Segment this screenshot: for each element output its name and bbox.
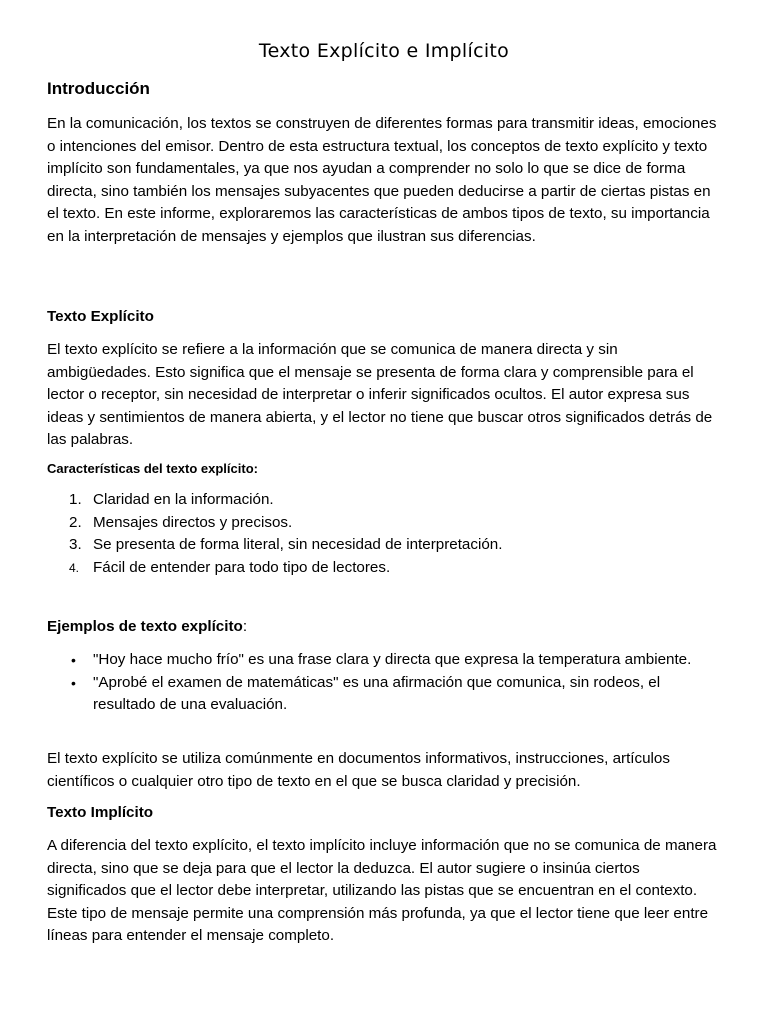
list-item-text: Claridad en la información.	[93, 491, 274, 508]
bullet-icon: •	[71, 674, 76, 691]
list-item	[47, 649, 723, 672]
list-item	[47, 534, 723, 557]
intro-heading: Introducción	[47, 79, 150, 98]
list-item-text: Mensajes directos y precisos.	[93, 513, 293, 531]
explicit-paragraph: El texto explícito se refiere a la información que se comunica de manera directa y sin ambigüedades. Esto significa que el mensaje se presenta de forma clara y comprensible para el lector o receptor, sin necesidad de interpretar o inferir significados ocultos. El autor expresa sus ideas y sentimientos de manera abierta, y el lector no tiene que buscar otros significados detrás de las palabras.	[47, 341, 713, 448]
explicit-usage-paragraph: El texto explícito se utiliza comúnmente en documentos informativos, instrucciones, artículos científicos o cualquier otro tipo de texto en el que se busca claridad y precisión.	[47, 750, 670, 790]
list-item-text: "Hoy hace mucho frío" es una frase clara y directa que expresa la temperatura ambiente.	[93, 651, 692, 668]
examples-list	[47, 649, 723, 717]
characteristics-list	[47, 489, 723, 579]
list-number: 4.	[69, 560, 80, 575]
implicit-heading: Texto Implícito	[47, 804, 154, 821]
explicit-heading: Texto Explícito	[47, 308, 154, 325]
examples-heading	[47, 618, 247, 635]
list-item-text: "Aprobé el examen de matemáticas" es una afirmación que comunica, sin rodeos, el resultado de una evaluación.	[93, 673, 661, 713]
bullet-icon: •	[71, 652, 76, 668]
list-item	[47, 672, 723, 717]
implicit-paragraph: A diferencia del texto explícito, el texto implícito incluye información que no se comunica de manera directa, sino que se deja para que el lector la deduzca. El autor sugiere o insinúa ciertos significados que el lector debe interpretar, utilizando las pistas que se encuentran en el contexto. Este tipo de mensaje permite una comprensión más profunda, ya que el lector tiene que leer entre líneas para entender el mensaje completo.	[47, 837, 717, 944]
characteristics-heading: Características del texto explícito:	[47, 461, 258, 476]
list-item	[47, 489, 723, 512]
list-item-text: Se presenta de forma literal, sin necesidad de interpretación.	[93, 536, 503, 553]
list-number: 1.	[69, 491, 82, 508]
list-number: 3.	[69, 536, 82, 553]
document-title: Texto Explícito e Implícito	[258, 40, 510, 62]
examples-heading-text: Ejemplos de texto explícito	[47, 618, 243, 635]
list-item-text: Fácil de entender para todo tipo de lectores.	[93, 558, 391, 576]
examples-heading-colon: :	[242, 618, 248, 635]
list-number: 2.	[69, 513, 82, 531]
intro-paragraph: En la comunicación, los textos se construyen de diferentes formas para transmitir ideas, emociones o intenciones del emisor. Dentro de esta estructura textual, los conceptos de texto explícito y texto implícito son fundamentales, ya que nos ayudan a comprender no solo lo que se dice de forma directa, sino también los mensajes subyacentes que pueden deducirse a partir de ciertas pistas en el texto. En este informe, exploraremos las características de ambos tipos de texto, su importancia en la interpretación de mensajes y ejemplos que ilustran sus diferencias.	[47, 115, 717, 245]
list-item	[47, 557, 723, 580]
list-item	[47, 512, 723, 535]
